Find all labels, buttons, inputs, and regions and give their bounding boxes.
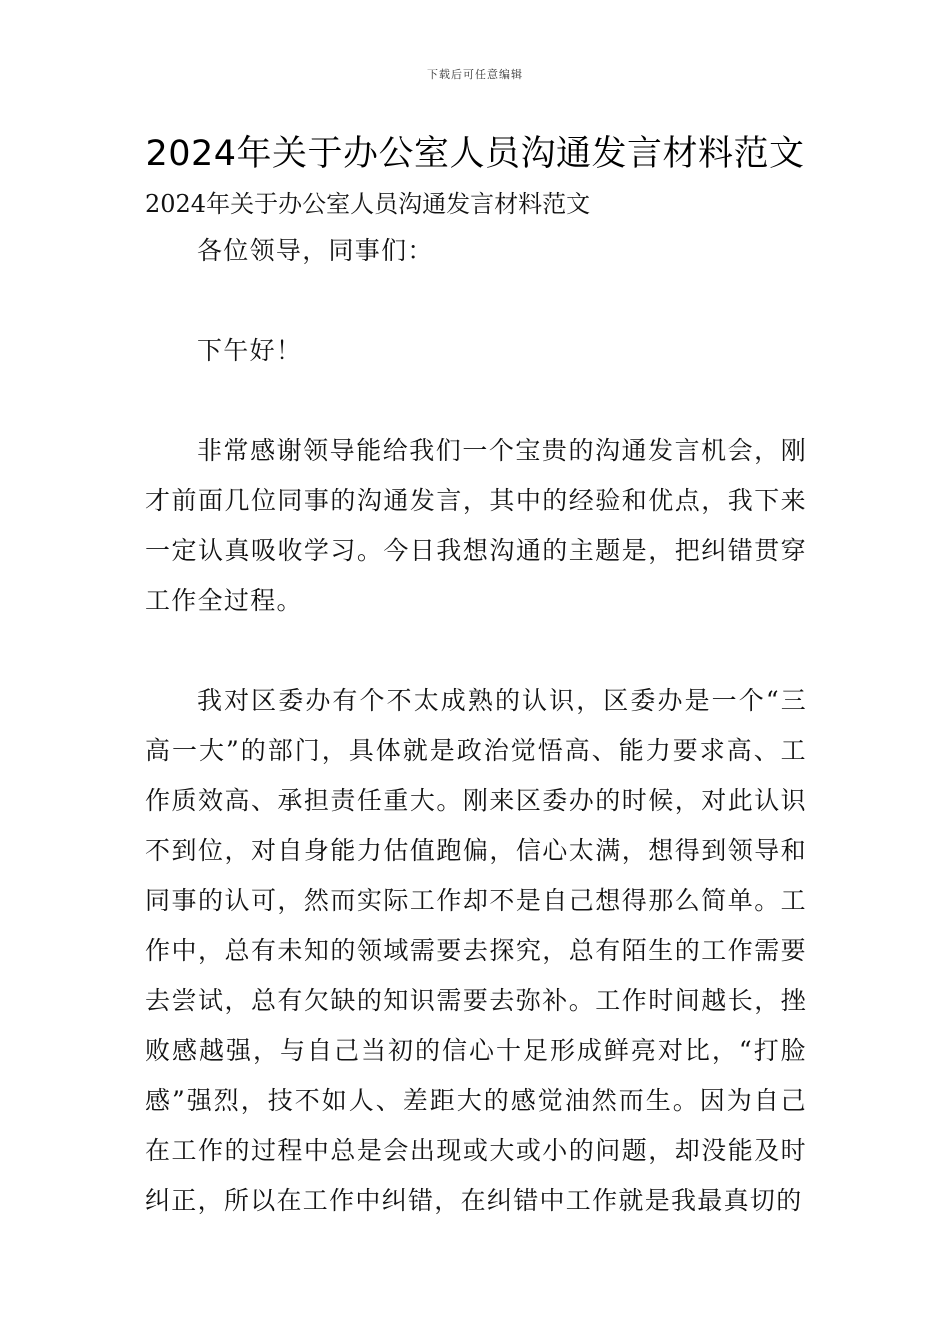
greeting-paragraph: 各位领导，同事们： bbox=[197, 236, 434, 265]
document-title: 2024年关于办公室人员沟通发言材料范文 bbox=[145, 134, 805, 174]
body-paragraph: 非常感谢领导能给我们一个宝贵的沟通发言机会，刚才前面几位同事的沟通发言，其中的经验和优点，我下来一定认真吸收学习。今日我想沟通的主题是，把纠错贯穿工作全过程。 bbox=[145, 436, 807, 615]
paragraph-spacer bbox=[145, 376, 807, 426]
document-body bbox=[145, 226, 807, 1226]
paragraph-spacer bbox=[145, 276, 807, 326]
document-subtitle: 2024年关于办公室人员沟通发言材料范文 bbox=[145, 190, 591, 218]
paragraph-spacer bbox=[145, 626, 807, 676]
header-note: 下载后可任意编辑 bbox=[427, 68, 523, 81]
body-paragraph: 我对区委办有个不太成熟的认识，区委办是一个“三高一大”的部门，具体就是政治觉悟高、能力要求高、工作质效高、承担责任重大。刚来区委办的时候，对此认识不到位，对自身能力估值跑偏，信心太满，想得到领导和同事的认可，然而实际工作却不是自己想得那么简单。工作中，总有未知的领域需要去探究，总有陌生的工作需要去尝试，总有欠缺的知识需要去弥补。工作时间越长，挫败感越强，与自己当初的信心十足形成鲜亮对比，“打脸感”强烈，技不如人、差距大的感觉油然而生。因为自己在工作的过程中总是会出现或大或小的问题，却没能及时纠正，所以在工作中纠错，在纠错中工作就是我最真切的 bbox=[145, 686, 807, 1215]
salutation-paragraph: 下午好！ bbox=[197, 336, 303, 365]
